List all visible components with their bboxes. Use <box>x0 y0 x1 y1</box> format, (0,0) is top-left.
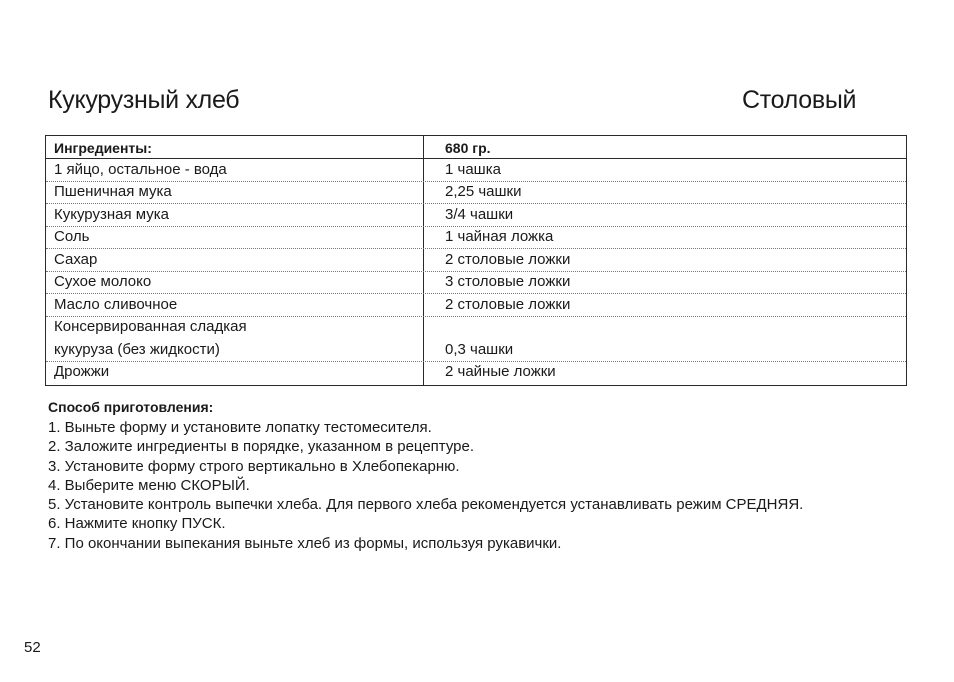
ingredient-name: Масло сливочное <box>54 296 178 313</box>
ingredient-amount: 1 чайная ложка <box>445 228 554 245</box>
ingredient-name: Дрожжи <box>54 363 110 380</box>
table-row <box>46 295 906 317</box>
ingredients-table <box>45 135 907 386</box>
step-item: 4. Выберите меню СКОРЫЙ. <box>48 476 250 494</box>
table-row <box>46 250 906 272</box>
ingredient-amount: 0,3 чашки <box>445 341 514 358</box>
ingredient-amount: 3 столовые ложки <box>445 273 571 290</box>
step-item: 2. Заложите ингредиенты в порядке, указанном в рецептуре. <box>48 438 475 456</box>
table-row <box>46 362 906 383</box>
ingredient-name: Консервированная сладкая <box>54 318 247 335</box>
recipe-category: Столовый <box>742 86 857 114</box>
step-item: 3. Установите форму строго вертикально в Хлебопекарню. <box>48 457 460 475</box>
table-row <box>46 182 906 204</box>
method-title: Способ приготовления: <box>48 399 214 415</box>
ingredient-name: Сахар <box>54 251 98 268</box>
ingredient-amount: 2 столовые ложки <box>445 296 571 313</box>
ingredient-name: Кукурузная мука <box>54 206 169 223</box>
ingredient-name: Сухое молоко <box>54 273 152 290</box>
ingredient-amount: 3/4 чашки <box>445 206 514 223</box>
page-title: Кукурузный хлеб <box>48 86 240 114</box>
table-row <box>46 205 906 227</box>
step-item: 7. По окончании выпекания выньте хлеб из формы, используя рукавички. <box>48 534 562 552</box>
step-item: 5. Установите контроль выпечки хлеба. Для первого хлеба рекомендуется устанавливать режим СРЕДНЯЯ. <box>48 496 804 514</box>
table-row <box>46 272 906 294</box>
step-item: 1. Выньте форму и установите лопатку тестомесителя. <box>48 419 432 436</box>
header-amount: 680 гр. <box>445 140 491 156</box>
ingredient-name: Пшеничная мука <box>54 183 172 200</box>
header-ingredients: Ингредиенты: <box>54 140 152 156</box>
ingredient-amount: 2 столовые ложки <box>445 251 571 268</box>
ingredient-name: 1 яйцо, остальное - вода <box>54 161 227 178</box>
ingredient-amount: 2,25 чашки <box>445 183 522 200</box>
ingredient-name-continued: кукуруза (без жидкости) <box>54 341 220 358</box>
ingredient-amount: 1 чашка <box>445 161 501 178</box>
step-item: 6. Нажмите кнопку ПУСК. <box>48 515 226 533</box>
page-number: 52 <box>24 639 41 656</box>
table-header-row <box>46 138 906 159</box>
table-row <box>46 160 906 182</box>
table-row <box>46 227 906 249</box>
ingredient-name: Соль <box>54 228 90 245</box>
table-row <box>46 317 906 362</box>
ingredient-amount: 2 чайные ложки <box>445 363 556 380</box>
method-steps <box>48 418 803 553</box>
